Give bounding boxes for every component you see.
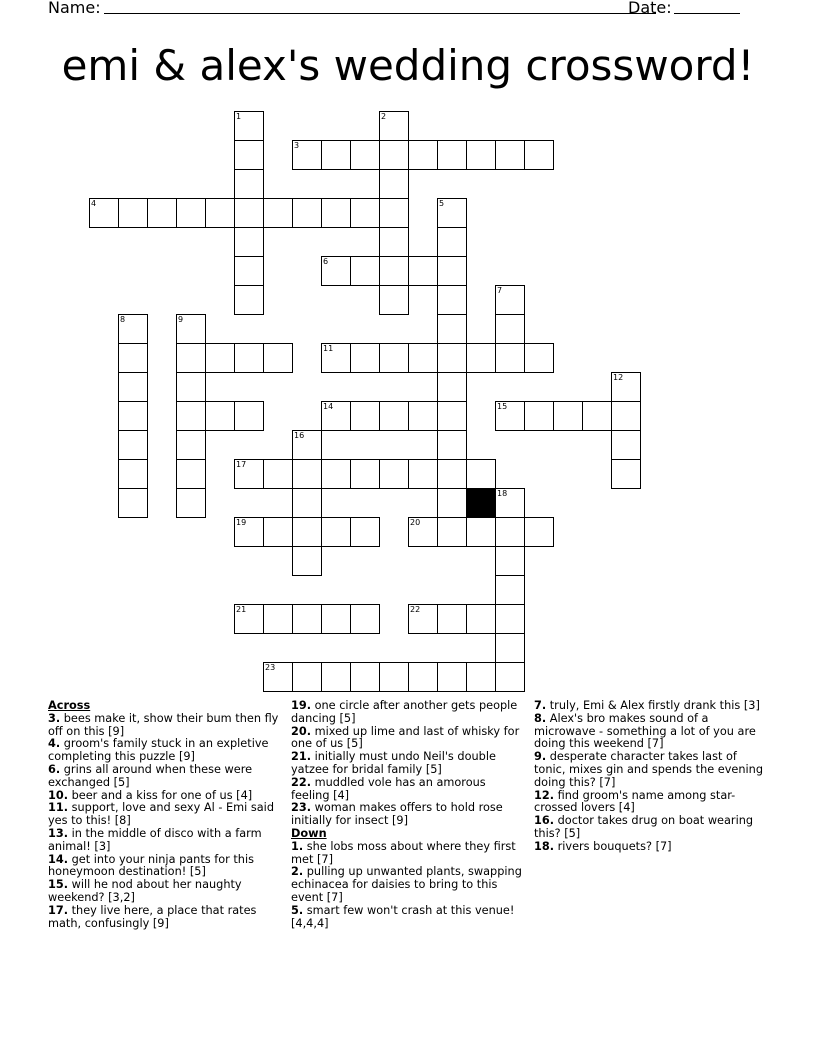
grid-cell[interactable] — [176, 430, 206, 460]
grid-cell[interactable] — [379, 285, 409, 315]
grid-cell[interactable] — [437, 430, 467, 460]
grid-cell[interactable] — [89, 198, 119, 228]
grid-cell[interactable] — [495, 401, 525, 431]
clue-number-label: 9. — [534, 750, 547, 764]
grid-cell[interactable] — [292, 198, 322, 228]
grid-cell[interactable] — [437, 459, 467, 489]
clue-number-label: 2. — [291, 865, 304, 879]
grid-cell[interactable] — [205, 198, 235, 228]
grid-cell[interactable] — [263, 517, 293, 547]
clue-number: 2 — [381, 112, 387, 121]
clue-text: rivers bouquets? [7] — [554, 839, 672, 853]
clue-number-label: 20. — [291, 724, 312, 738]
clue-text: get into your ninja pants for this honeymoon destination! [5] — [48, 852, 254, 879]
puzzle-title: emi & alex's wedding crossword! — [61, 41, 755, 90]
grid-cell[interactable] — [321, 198, 351, 228]
grid-cell[interactable] — [495, 343, 525, 373]
grid-cell[interactable] — [234, 285, 264, 315]
grid-cell[interactable] — [611, 459, 641, 489]
grid-cell[interactable] — [176, 343, 206, 373]
grid-cell[interactable] — [263, 662, 293, 692]
grid-cell[interactable] — [524, 517, 554, 547]
grid-cell[interactable] — [379, 111, 409, 141]
clue-number: 19 — [236, 518, 247, 527]
clue-number: 7 — [497, 286, 503, 295]
grid-cell[interactable] — [379, 227, 409, 257]
clue-number: 1 — [236, 112, 242, 121]
grid-cell[interactable] — [205, 401, 235, 431]
clue-number-label: 6. — [48, 762, 61, 776]
grid-cell[interactable] — [176, 314, 206, 344]
grid-cell[interactable] — [292, 662, 322, 692]
name-label: Name: — [48, 0, 101, 17]
grid-cell[interactable] — [611, 430, 641, 460]
clue-number-label: 15. — [48, 878, 69, 892]
clue-number: 21 — [236, 605, 247, 614]
clue-text: Alex's bro makes sound of a microwave - something a lot of you are doing this weekend [7] — [534, 711, 756, 751]
clue-number-label: 14. — [48, 852, 69, 866]
grid-cell[interactable] — [176, 372, 206, 402]
grid-cell[interactable] — [321, 604, 351, 634]
grid-cell[interactable] — [379, 401, 409, 431]
grid-cell[interactable] — [408, 256, 438, 286]
clue-number-label: 22. — [291, 775, 312, 789]
grid-cell[interactable] — [379, 140, 409, 170]
grid-cell[interactable] — [234, 256, 264, 286]
clue-text: she lobs moss about where they first met [7] — [291, 839, 516, 866]
grid-cell[interactable] — [350, 343, 380, 373]
clue-number: 3 — [294, 141, 300, 150]
clue-text: muddled vole has an amorous feeling [4] — [291, 775, 486, 802]
clue-column-1 — [48, 700, 280, 930]
clue-item — [291, 802, 523, 828]
grid-cell[interactable] — [495, 488, 525, 518]
clue-text: mixed up lime and last of whisky for one of us [5] — [291, 724, 520, 751]
clue-number: 17 — [236, 460, 247, 469]
clue-item — [291, 866, 523, 904]
clue-text: truly, Emi & Alex firstly drank this [3] — [546, 699, 760, 712]
grid-cell[interactable] — [495, 140, 525, 170]
across-clue-list — [48, 713, 280, 931]
clue-number: 5 — [439, 199, 445, 208]
grid-cell[interactable] — [118, 401, 148, 431]
clue-text: pulling up unwanted plants, swapping echinacea for daisies to bring to this event [7] — [291, 865, 522, 904]
clue-item — [291, 841, 523, 867]
grid-cell[interactable] — [408, 140, 438, 170]
grid-cell[interactable] — [176, 198, 206, 228]
clue-number-label: 8. — [534, 711, 547, 725]
grid-cell[interactable] — [118, 372, 148, 402]
clue-text: doctor takes drug on boat wearing this? [5] — [534, 814, 754, 840]
grid-cell[interactable] — [147, 198, 177, 228]
grid-cell[interactable] — [292, 517, 322, 547]
date-label: Date: — [628, 0, 672, 17]
clue-item — [291, 700, 523, 726]
grid-cell[interactable] — [118, 488, 148, 518]
clue-item — [534, 790, 766, 816]
grid-cell[interactable] — [292, 488, 322, 518]
clue-item — [48, 879, 280, 905]
clue-number: 12 — [613, 373, 624, 382]
grid-cell[interactable] — [437, 198, 467, 228]
clue-item — [534, 815, 766, 841]
down-clue-list — [291, 841, 523, 931]
grid-cell[interactable] — [524, 343, 554, 373]
grid-cell[interactable] — [437, 140, 467, 170]
clue-number: 20 — [410, 518, 421, 527]
grid-cell[interactable] — [408, 517, 438, 547]
grid-cell[interactable] — [118, 459, 148, 489]
grid-cell[interactable] — [437, 256, 467, 286]
grid-cell[interactable] — [437, 488, 467, 518]
grid-cell[interactable] — [495, 546, 525, 576]
clue-text: find groom's name among star-crossed lovers [4] — [534, 788, 736, 815]
grid-cell[interactable] — [176, 488, 206, 518]
clue-item — [534, 751, 766, 789]
date-input-line[interactable] — [674, 13, 740, 14]
grid-cell[interactable] — [350, 198, 380, 228]
clue-number-label: 11. — [48, 801, 69, 815]
grid-cell[interactable] — [466, 140, 496, 170]
grid-cell[interactable] — [234, 604, 264, 634]
clue-number-label: 10. — [48, 788, 69, 802]
clue-number: 6 — [323, 257, 329, 266]
clue-number-label: 4. — [48, 737, 61, 751]
clue-item — [48, 738, 280, 764]
grid-cell[interactable] — [495, 662, 525, 692]
grid-cell[interactable] — [118, 430, 148, 460]
grid-cell[interactable] — [495, 604, 525, 634]
clue-number: 22 — [410, 605, 421, 614]
grid-cell[interactable] — [437, 285, 467, 315]
grid-cell[interactable] — [350, 256, 380, 286]
down-clue-list-continued — [534, 700, 766, 854]
grid-cell[interactable] — [234, 169, 264, 199]
grid-cell[interactable] — [176, 401, 206, 431]
grid-cell[interactable] — [495, 314, 525, 344]
clue-text: one circle after another gets people dancing [5] — [291, 699, 518, 725]
grid-cell[interactable] — [437, 517, 467, 547]
clue-number-label: 5. — [291, 903, 304, 917]
grid-cell[interactable] — [292, 604, 322, 634]
clue-number-label: 12. — [534, 788, 555, 802]
clue-number-label: 7. — [534, 699, 547, 712]
clue-number-label: 23. — [291, 801, 312, 815]
clue-text: grins all around when these were exchanged [5] — [48, 762, 253, 789]
grid-cell[interactable] — [437, 372, 467, 402]
clue-number: 8 — [120, 315, 126, 324]
grid-cell[interactable] — [321, 140, 351, 170]
clue-number: 16 — [294, 431, 305, 440]
grid-cell[interactable] — [611, 401, 641, 431]
grid-cell[interactable] — [611, 372, 641, 402]
clue-item — [534, 713, 766, 751]
grid-cell[interactable] — [263, 604, 293, 634]
clue-text: in the middle of disco with a farm animal! [3] — [48, 826, 262, 853]
clue-number-label: 18. — [534, 839, 555, 853]
clue-text: groom's family stuck in an expletive completing this puzzle [9] — [48, 737, 269, 764]
grid-cell[interactable] — [350, 401, 380, 431]
grid-cell[interactable] — [263, 198, 293, 228]
grid-cell[interactable] — [118, 343, 148, 373]
clue-text: woman makes offers to hold rose initially for insect [9] — [291, 801, 503, 828]
clue-number: 4 — [91, 199, 97, 208]
grid-cell[interactable] — [321, 256, 351, 286]
clue-number-label: 1. — [291, 839, 304, 853]
grid-cell[interactable] — [350, 604, 380, 634]
clue-text: will he nod about her naughty weekend? [3,2] — [48, 878, 242, 904]
clue-number: 14 — [323, 402, 334, 411]
grid-cell[interactable] — [234, 140, 264, 170]
grid-cell[interactable] — [234, 517, 264, 547]
clue-text: initially must undo Neil's double yatzee for bridal family [5] — [291, 750, 496, 776]
grid-cell[interactable] — [263, 343, 293, 373]
grid-cell[interactable] — [350, 459, 380, 489]
grid-cell[interactable] — [350, 517, 380, 547]
grid-cell[interactable] — [118, 314, 148, 344]
grid-cell[interactable] — [408, 343, 438, 373]
grid-cell[interactable] — [234, 198, 264, 228]
grid-cell[interactable] — [234, 111, 264, 141]
grid-cell[interactable] — [292, 430, 322, 460]
clue-item — [48, 905, 280, 931]
grid-cell[interactable] — [495, 633, 525, 663]
clue-item — [48, 764, 280, 790]
grid-cell[interactable] — [321, 459, 351, 489]
clue-column-3 — [534, 700, 766, 854]
grid-cell[interactable] — [466, 662, 496, 692]
clue-number: 23 — [265, 663, 276, 672]
grid-cell[interactable] — [176, 459, 206, 489]
grid-cell[interactable] — [582, 401, 612, 431]
header-row — [48, 0, 748, 20]
clue-column-2 — [291, 700, 523, 930]
clue-item — [48, 828, 280, 854]
clue-text: beer and a kiss for one of us [4] — [68, 788, 253, 802]
clue-number-label: 16. — [534, 814, 555, 828]
grid-cell[interactable] — [350, 662, 380, 692]
clue-number: 18 — [497, 489, 508, 498]
grid-cell[interactable] — [495, 575, 525, 605]
grid-cell[interactable] — [321, 401, 351, 431]
grid-cell[interactable] — [292, 140, 322, 170]
clue-number: 15 — [497, 402, 508, 411]
grid-cell[interactable] — [437, 662, 467, 692]
grid-cell[interactable] — [466, 517, 496, 547]
clue-item — [291, 777, 523, 803]
grid-cell[interactable] — [379, 459, 409, 489]
clue-number: 11 — [323, 344, 334, 353]
grid-cell[interactable] — [466, 343, 496, 373]
grid-cell[interactable] — [408, 662, 438, 692]
clue-text: smart few won't crash at this venue! [4,4,4] — [291, 903, 515, 930]
name-input-line[interactable] — [104, 13, 656, 14]
grid-cell[interactable] — [408, 401, 438, 431]
grid-cell[interactable] — [437, 343, 467, 373]
across-heading: Across — [48, 699, 91, 712]
grid-cell[interactable] — [292, 546, 322, 576]
clue-item — [291, 751, 523, 777]
clue-text: bees make it, show their bum then fly off on this [9] — [48, 711, 279, 738]
clue-number-label: 17. — [48, 903, 69, 917]
clue-number-label: 3. — [48, 711, 61, 725]
clue-item — [48, 854, 280, 880]
grid-cell[interactable] — [205, 343, 235, 373]
grid-cell[interactable] — [437, 227, 467, 257]
grid-cell[interactable] — [321, 343, 351, 373]
grid-cell[interactable] — [321, 517, 351, 547]
clue-item — [291, 726, 523, 752]
grid-cell[interactable] — [234, 343, 264, 373]
grid-cell[interactable] — [292, 459, 322, 489]
clue-item — [534, 841, 766, 854]
grid-cell[interactable] — [524, 140, 554, 170]
black-cell — [466, 488, 496, 518]
grid-cell[interactable] — [234, 401, 264, 431]
grid-cell[interactable] — [437, 604, 467, 634]
grid-cell[interactable] — [408, 604, 438, 634]
clue-text: support, love and sexy Al - Emi said yes to this! [8] — [48, 801, 274, 828]
grid-cell[interactable] — [321, 662, 351, 692]
grid-cell[interactable] — [437, 314, 467, 344]
clue-number-label: 21. — [291, 750, 312, 764]
grid-cell[interactable] — [350, 140, 380, 170]
grid-cell[interactable] — [466, 604, 496, 634]
clue-number-label: 13. — [48, 826, 69, 840]
grid-cell[interactable] — [553, 401, 583, 431]
clue-number-label: 19. — [291, 699, 312, 712]
clue-item — [291, 905, 523, 931]
clue-text: desperate character takes last of tonic, mixes gin and spends the evening doing this? [7] — [534, 750, 764, 789]
grid-cell[interactable] — [234, 459, 264, 489]
grid-cell[interactable] — [466, 459, 496, 489]
grid-cell[interactable] — [379, 343, 409, 373]
grid-cell[interactable] — [408, 459, 438, 489]
clue-item — [48, 713, 280, 739]
grid-cell[interactable] — [379, 662, 409, 692]
clue-number: 9 — [178, 315, 184, 324]
across-clue-list-continued — [291, 700, 523, 828]
grid-cell[interactable] — [263, 459, 293, 489]
grid-cell[interactable] — [118, 198, 148, 228]
grid-cell[interactable] — [495, 285, 525, 315]
grid-cell[interactable] — [495, 517, 525, 547]
down-heading: Down — [291, 826, 327, 840]
grid-cell[interactable] — [379, 169, 409, 199]
grid-cell[interactable] — [437, 401, 467, 431]
grid-cell[interactable] — [524, 401, 554, 431]
grid-cell[interactable] — [379, 256, 409, 286]
clue-text: they live here, a place that rates math, confusingly [9] — [48, 903, 257, 930]
clue-item — [48, 802, 280, 828]
grid-cell[interactable] — [379, 198, 409, 228]
grid-cell[interactable] — [234, 227, 264, 257]
